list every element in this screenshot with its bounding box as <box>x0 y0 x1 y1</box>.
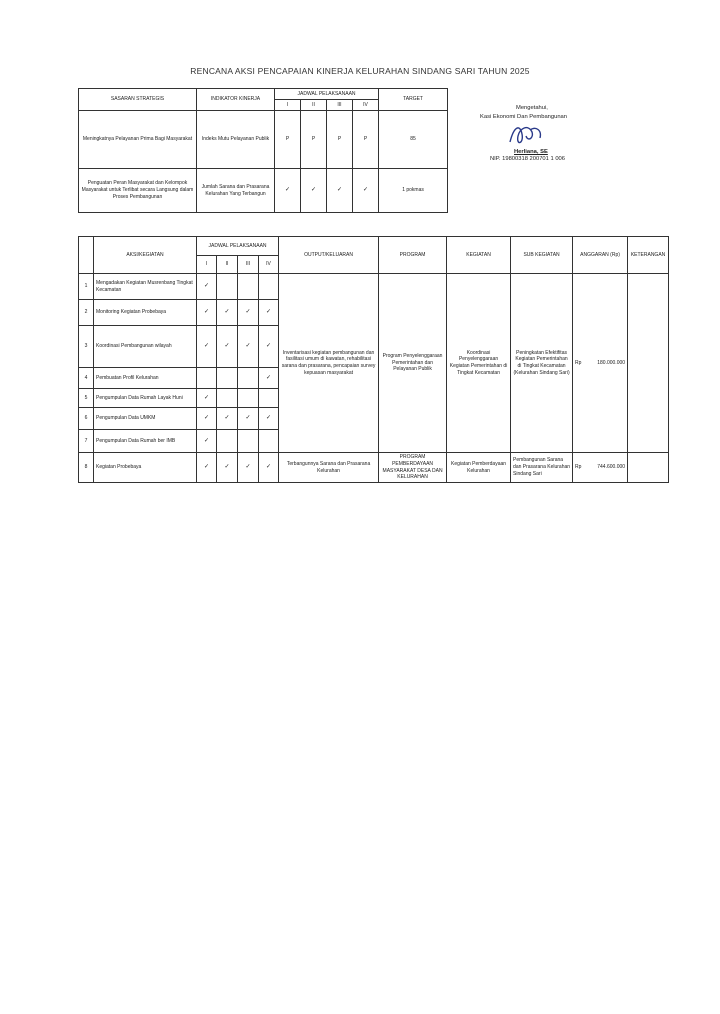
quarter-cell: ✓ <box>197 453 217 483</box>
kegiatan-cell: Kegiatan Pemberdayaan Kelurahan <box>447 453 511 483</box>
quarter-cell: ✓ <box>238 408 259 430</box>
header-anggaran: ANGGARAN (Rp) <box>573 237 628 274</box>
program-cell: Program Penyelenggaraan Pemerintahan dan Pelayanan Publik <box>379 274 447 453</box>
kegiatan-cell: Koordinasi Penyelenggaraan Kegiatan Pemerintahan di Tingkat Kecamatan <box>447 274 511 453</box>
row-number: 1 <box>79 274 94 300</box>
signature-position: Kasi Ekonomi Dan Pembangunan <box>480 114 568 120</box>
quarter-cell: ✓ <box>238 453 259 483</box>
program-cell: PROGRAM PEMBERDAYAAN MASYARAKAT DESA DAN KELURAHAN <box>379 453 447 483</box>
header-program: PROGRAM <box>379 237 447 274</box>
header-q2: II <box>217 256 238 274</box>
keterangan-cell <box>628 274 669 453</box>
row-number: 7 <box>79 430 94 453</box>
table-row <box>79 274 669 300</box>
indikator-cell: Jumlah Sarana dan Prasarana Kelurahan Yang Terbangun <box>197 169 275 213</box>
quarter-cell <box>238 274 259 300</box>
sub-kegiatan-cell: Peningkatan Efektifitas Kegiatan Pemerintahan di Tingkat Kecamatan (Kelurahan Sindang Sari) <box>511 274 573 453</box>
signature-nip: NIP. 19800318 200701 1 006 <box>490 156 565 162</box>
quarter-cell: ✓ <box>197 300 217 326</box>
row-number: 2 <box>79 300 94 326</box>
quarter-cell <box>238 389 259 408</box>
quarter-cell <box>217 389 238 408</box>
header-q2: II <box>301 100 327 111</box>
anggaran-cell <box>573 274 628 453</box>
quarter-cell: ✓ <box>217 408 238 430</box>
quarter-cell: ✓ <box>327 169 353 213</box>
aksi-cell: Pengumpulan Data Rumah ber IMB <box>94 430 197 453</box>
output-cell: Inventarisasi kegiatan pembangunan dan fasilitasi umum di kawatan, rehabilitasi sarana dan prasarana, pencapaian survey kepuasan masyarakat <box>279 274 379 453</box>
header-indikator: INDIKATOR KINERJA <box>197 89 275 111</box>
currency-label: Rp <box>575 464 582 471</box>
quarter-cell: ✓ <box>197 389 217 408</box>
quarter-cell: ✓ <box>217 326 238 368</box>
table-row <box>79 169 448 213</box>
currency-label: Rp <box>575 359 582 366</box>
quarter-cell: P <box>353 111 379 169</box>
sasaran-cell: Penguatan Peran Masyarakat dan Kelompok Masyarakat untuk Terlibat secara Langsung dalam Proses Pembangunan <box>79 169 197 213</box>
aksi-cell: Kegiatan Probebaya <box>94 453 197 483</box>
quarter-cell: P <box>327 111 353 169</box>
row-number: 6 <box>79 408 94 430</box>
quarter-cell: ✓ <box>217 453 238 483</box>
quarter-cell: ✓ <box>259 326 279 368</box>
table-row <box>79 453 669 483</box>
quarter-cell: ✓ <box>197 408 217 430</box>
quarter-cell <box>259 274 279 300</box>
target-cell: 85 <box>379 111 448 169</box>
amount-value: 744.600.000 <box>597 464 626 471</box>
quarter-cell: P <box>301 111 327 169</box>
target-cell: 1 pokmas <box>379 169 448 213</box>
row-number: 4 <box>79 368 94 389</box>
quarter-cell: ✓ <box>353 169 379 213</box>
output-cell: Terbangunnya Sarana dan Prasarana Kelurahan <box>279 453 379 483</box>
aksi-cell: Monitoring Kegiatan Probebaya <box>94 300 197 326</box>
quarter-cell: ✓ <box>301 169 327 213</box>
header-q3: III <box>238 256 259 274</box>
table-row <box>79 111 448 169</box>
header-q3: III <box>327 100 353 111</box>
quarter-cell: ✓ <box>238 326 259 368</box>
row-number: 3 <box>79 326 94 368</box>
signature-greeting: Mengetahui, <box>516 105 548 111</box>
anggaran-cell <box>573 453 628 483</box>
header-kegiatan: KEGIATAN <box>447 237 511 274</box>
quarter-cell <box>238 368 259 389</box>
amount-value: 180.000.000 <box>597 359 626 366</box>
row-number: 8 <box>79 453 94 483</box>
quarter-cell: ✓ <box>197 326 217 368</box>
header-sub-kegiatan: SUB KEGIATAN <box>511 237 573 274</box>
header-no <box>79 237 94 274</box>
indikator-cell: Indeks Mutu Pelayanan Publik <box>197 111 275 169</box>
signature-name: Herliana, SE <box>514 149 548 155</box>
quarter-cell: ✓ <box>259 300 279 326</box>
quarter-cell <box>197 368 217 389</box>
sub-kegiatan-cell: Pembangunan Sarana dan Prasarana Kelurahan Sindang Sari <box>511 453 573 483</box>
header-sasaran: SASARAN STRATEGIS <box>79 89 197 111</box>
aksi-cell: Pengumpulan Data UMKM <box>94 408 197 430</box>
row-number: 5 <box>79 389 94 408</box>
quarter-cell <box>259 430 279 453</box>
quarter-cell <box>217 430 238 453</box>
quarter-cell: ✓ <box>238 300 259 326</box>
quarter-cell: P <box>275 111 301 169</box>
quarter-cell: ✓ <box>197 430 217 453</box>
header-q4: IV <box>259 256 279 274</box>
quarter-cell: ✓ <box>197 274 217 300</box>
header-jadwal: JADWAL PELAKSANAAN <box>275 89 379 100</box>
signature-block <box>478 100 598 170</box>
quarter-cell <box>217 274 238 300</box>
action-plan-table <box>78 236 669 483</box>
quarter-cell: ✓ <box>259 368 279 389</box>
quarter-cell: ✓ <box>217 300 238 326</box>
signature-scribble-icon <box>506 120 546 150</box>
quarter-cell: ✓ <box>259 453 279 483</box>
quarter-cell: ✓ <box>275 169 301 213</box>
header-jadwal: JADWAL PELAKSANAAN <box>197 237 279 256</box>
aksi-cell: Mengadakan Kegiatan Musrenbang Tingkat Kecamatan <box>94 274 197 300</box>
header-target: TARGET <box>379 89 448 111</box>
document-title: RENCANA AKSI PENCAPAIAN KINERJA KELURAHAN SINDANG SARI TAHUN 2025 <box>190 66 530 76</box>
header-q1: I <box>197 256 217 274</box>
header-q4: IV <box>353 100 379 111</box>
header-keterangan: KETERANGAN <box>628 237 669 274</box>
sasaran-cell: Meningkatnya Pelayanan Prima Bagi Masyarakat <box>79 111 197 169</box>
header-q1: I <box>275 100 301 111</box>
quarter-cell <box>217 368 238 389</box>
quarter-cell <box>238 430 259 453</box>
aksi-cell: Pembuatan Profil Kelurahan <box>94 368 197 389</box>
header-aksi: AKSI/KEGIATAN <box>94 237 197 274</box>
aksi-cell: Koordinasi Pembangunan wilayah <box>94 326 197 368</box>
quarter-cell <box>259 389 279 408</box>
aksi-cell: Pengumpulan Data Rumah Layak Huni <box>94 389 197 408</box>
quarter-cell: ✓ <box>259 408 279 430</box>
keterangan-cell <box>628 453 669 483</box>
header-output: OUTPUT/KELUARAN <box>279 237 379 274</box>
performance-target-table <box>78 88 448 213</box>
